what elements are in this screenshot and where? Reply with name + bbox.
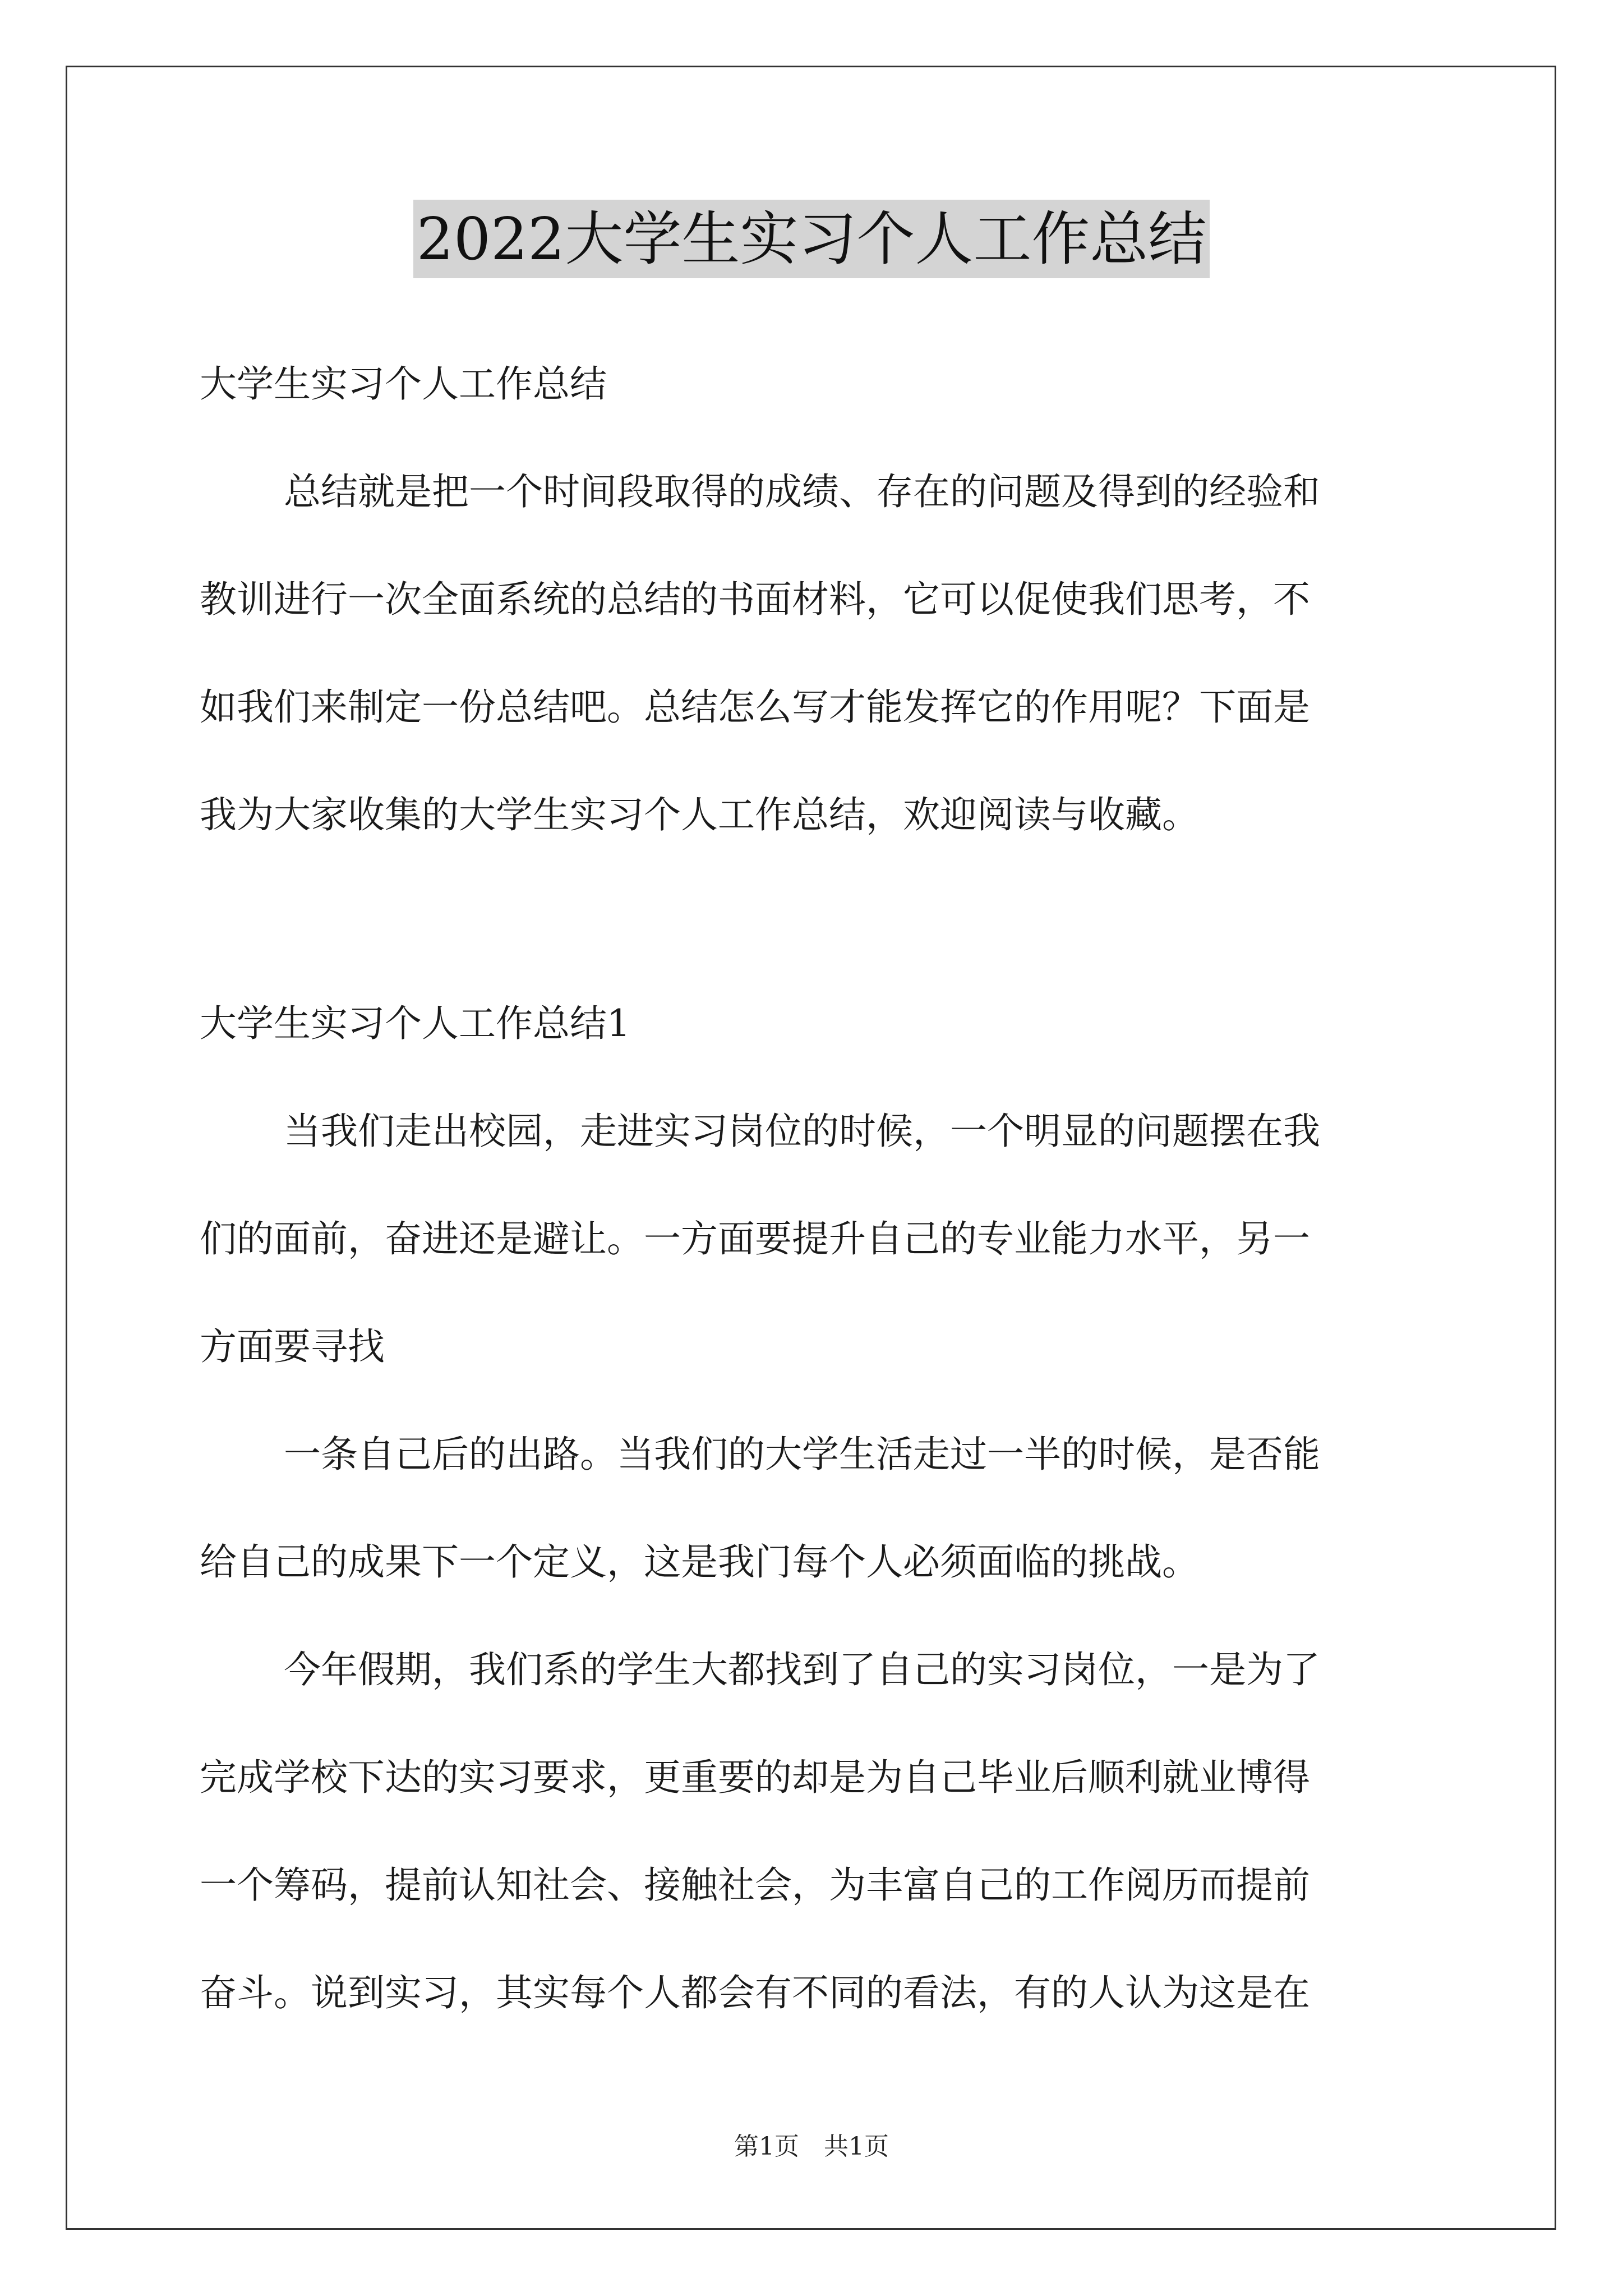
paragraph-line: 教训进行一次全面系统的总结的书面材料，它可以促使我们思考，不 xyxy=(200,578,1310,621)
paragraph-line: 方面要寻找 xyxy=(200,1325,385,1368)
paragraph-line: 我为大家收集的大学生实习个人工作总结，欢迎阅读与收藏。 xyxy=(200,793,1199,836)
page-title: 2022大学生实习个人工作总结 xyxy=(413,200,1210,278)
paragraph-line: 如我们来制定一份总结吧。总结怎么写才能发挥它的作用呢？下面是 xyxy=(200,685,1310,729)
paragraph-line: 完成学校下达的实习要求，更重要的却是为自己毕业后顺利就业博得 xyxy=(200,1756,1310,1799)
section-heading: 大学生实习个人工作总结 xyxy=(200,362,607,406)
page-footer: 第1页 共1页 xyxy=(734,2132,889,2161)
section-heading: 大学生实习个人工作总结1 xyxy=(200,1002,630,1045)
paragraph-line: 今年假期，我们系的学生大都找到了自己的实习岗位，一是为了 xyxy=(284,1648,1320,1691)
title-container xyxy=(0,200,1623,278)
paragraph-line: 一个筹码，提前认知社会、接触社会，为丰富自己的工作阅历而提前 xyxy=(200,1864,1310,1907)
paragraph-line: 奋斗。说到实习，其实每个人都会有不同的看法，有的人认为这是在 xyxy=(200,1971,1310,2014)
paragraph-line: 总结就是把一个时间段取得的成绩、存在的问题及得到的经验和 xyxy=(284,470,1320,513)
paragraph-line: 一条自己后的出路。当我们的大学生活走过一半的时候，是否能 xyxy=(284,1433,1320,1476)
paragraph-line: 们的面前，奋进还是避让。一方面要提升自己的专业能力水平，另一 xyxy=(200,1217,1310,1260)
paragraph-line: 给自己的成果下一个定义，这是我门每个人必须面临的挑战。 xyxy=(200,1540,1199,1584)
paragraph-line: 当我们走出校园，走进实习岗位的时候，一个明显的问题摆在我 xyxy=(284,1110,1320,1153)
